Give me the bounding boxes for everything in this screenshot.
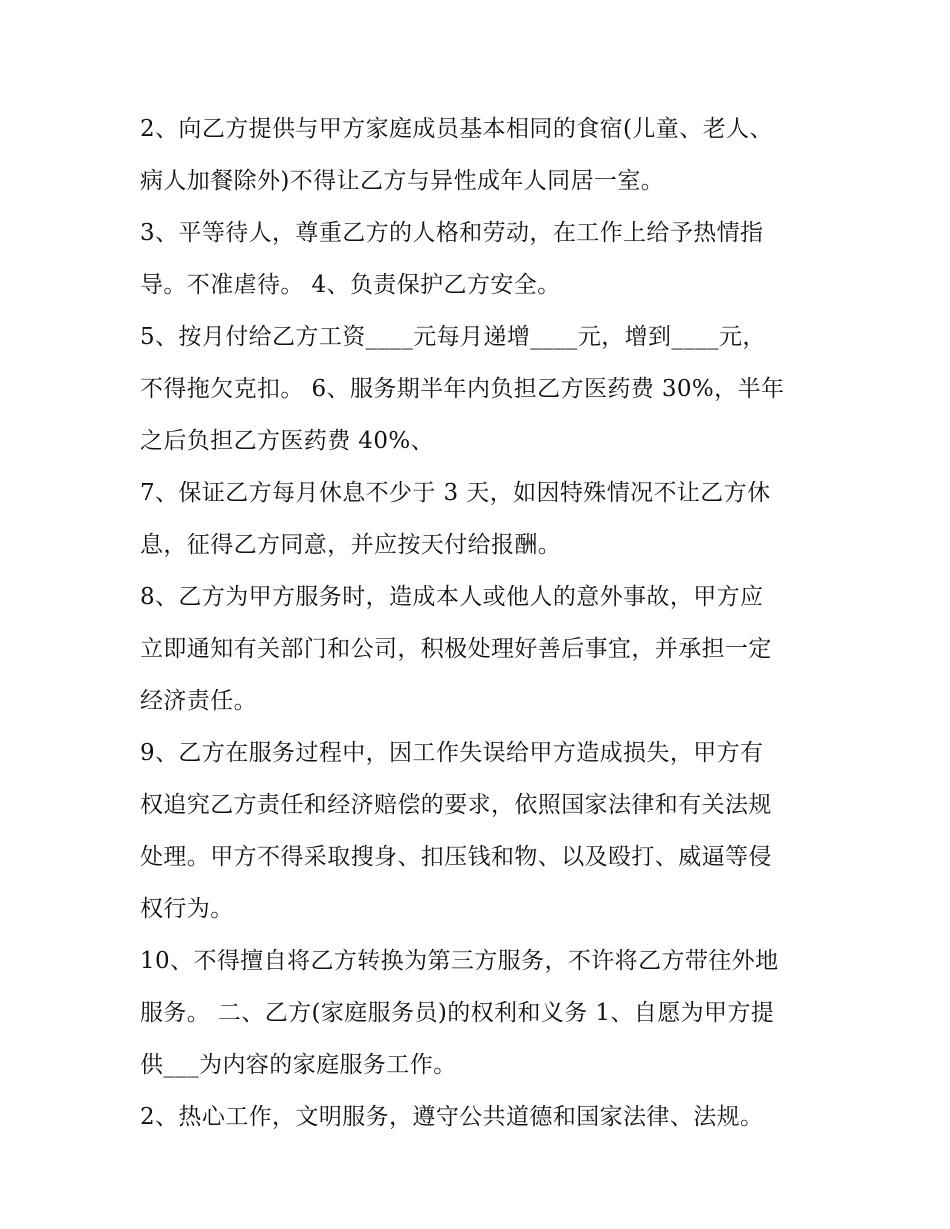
text-line: 供___为内容的家庭服务工作。 bbox=[140, 1052, 457, 1078]
text-line: 息，征得乙方同意，并应按天付给报酬。 bbox=[140, 532, 562, 558]
text-line: 经济责任。 bbox=[140, 688, 257, 714]
text-line: 立即通知有关部门和公司，积极处理好善后事宜，并承担一定 bbox=[140, 636, 772, 662]
text-line: 7、保证乙方每月休息不少于 3 天，如因特殊情况不让乙方休 bbox=[140, 480, 771, 506]
text-line: 2、向乙方提供与甲方家庭成员基本相同的食宿(儿童、老人、 bbox=[140, 116, 773, 142]
text-line: 不得拖欠克扣。 6、服务期半年内负担乙方医药费 30%，半年 bbox=[140, 376, 785, 402]
text-line: 10、不得擅自将乙方转换为第三方服务，不许将乙方带往外地 bbox=[140, 948, 779, 974]
text-line: 2、热心工作，文明服务，遵守公共道德和国家法律、法规。 bbox=[140, 1104, 764, 1130]
text-line: 权追究乙方责任和经济赔偿的要求，依照国家法律和有关法规 bbox=[140, 792, 772, 818]
text-line: 处理。甲方不得采取搜身、扣压钱和物、以及殴打、威逼等侵 bbox=[140, 844, 772, 870]
text-line: 服务。 二、乙方(家庭服务员)的权利和义务 1、自愿为甲方提 bbox=[140, 1000, 775, 1026]
contract-body-text bbox=[140, 103, 820, 1143]
text-line: 权行为。 bbox=[140, 896, 234, 922]
text-line: 9、乙方在服务过程中，因工作失误给甲方造成损失，甲方有 bbox=[140, 740, 764, 766]
text-line: 之后负担乙方医药费 40%、 bbox=[140, 428, 435, 454]
text-line: 导。不准虐待。 4、负责保护乙方安全。 bbox=[140, 272, 561, 298]
text-line: 5、按月付给乙方工资____元每月递增____元，增到____元， bbox=[140, 324, 766, 350]
text-line: 3、平等待人，尊重乙方的人格和劳动，在工作上给予热情指 bbox=[140, 220, 764, 246]
text-line: 8、乙方为甲方服务时，造成本人或他人的意外事故，甲方应 bbox=[140, 584, 764, 610]
text-line: 病人加餐除外)不得让乙方与异性成年人同居一室。 bbox=[140, 168, 665, 194]
